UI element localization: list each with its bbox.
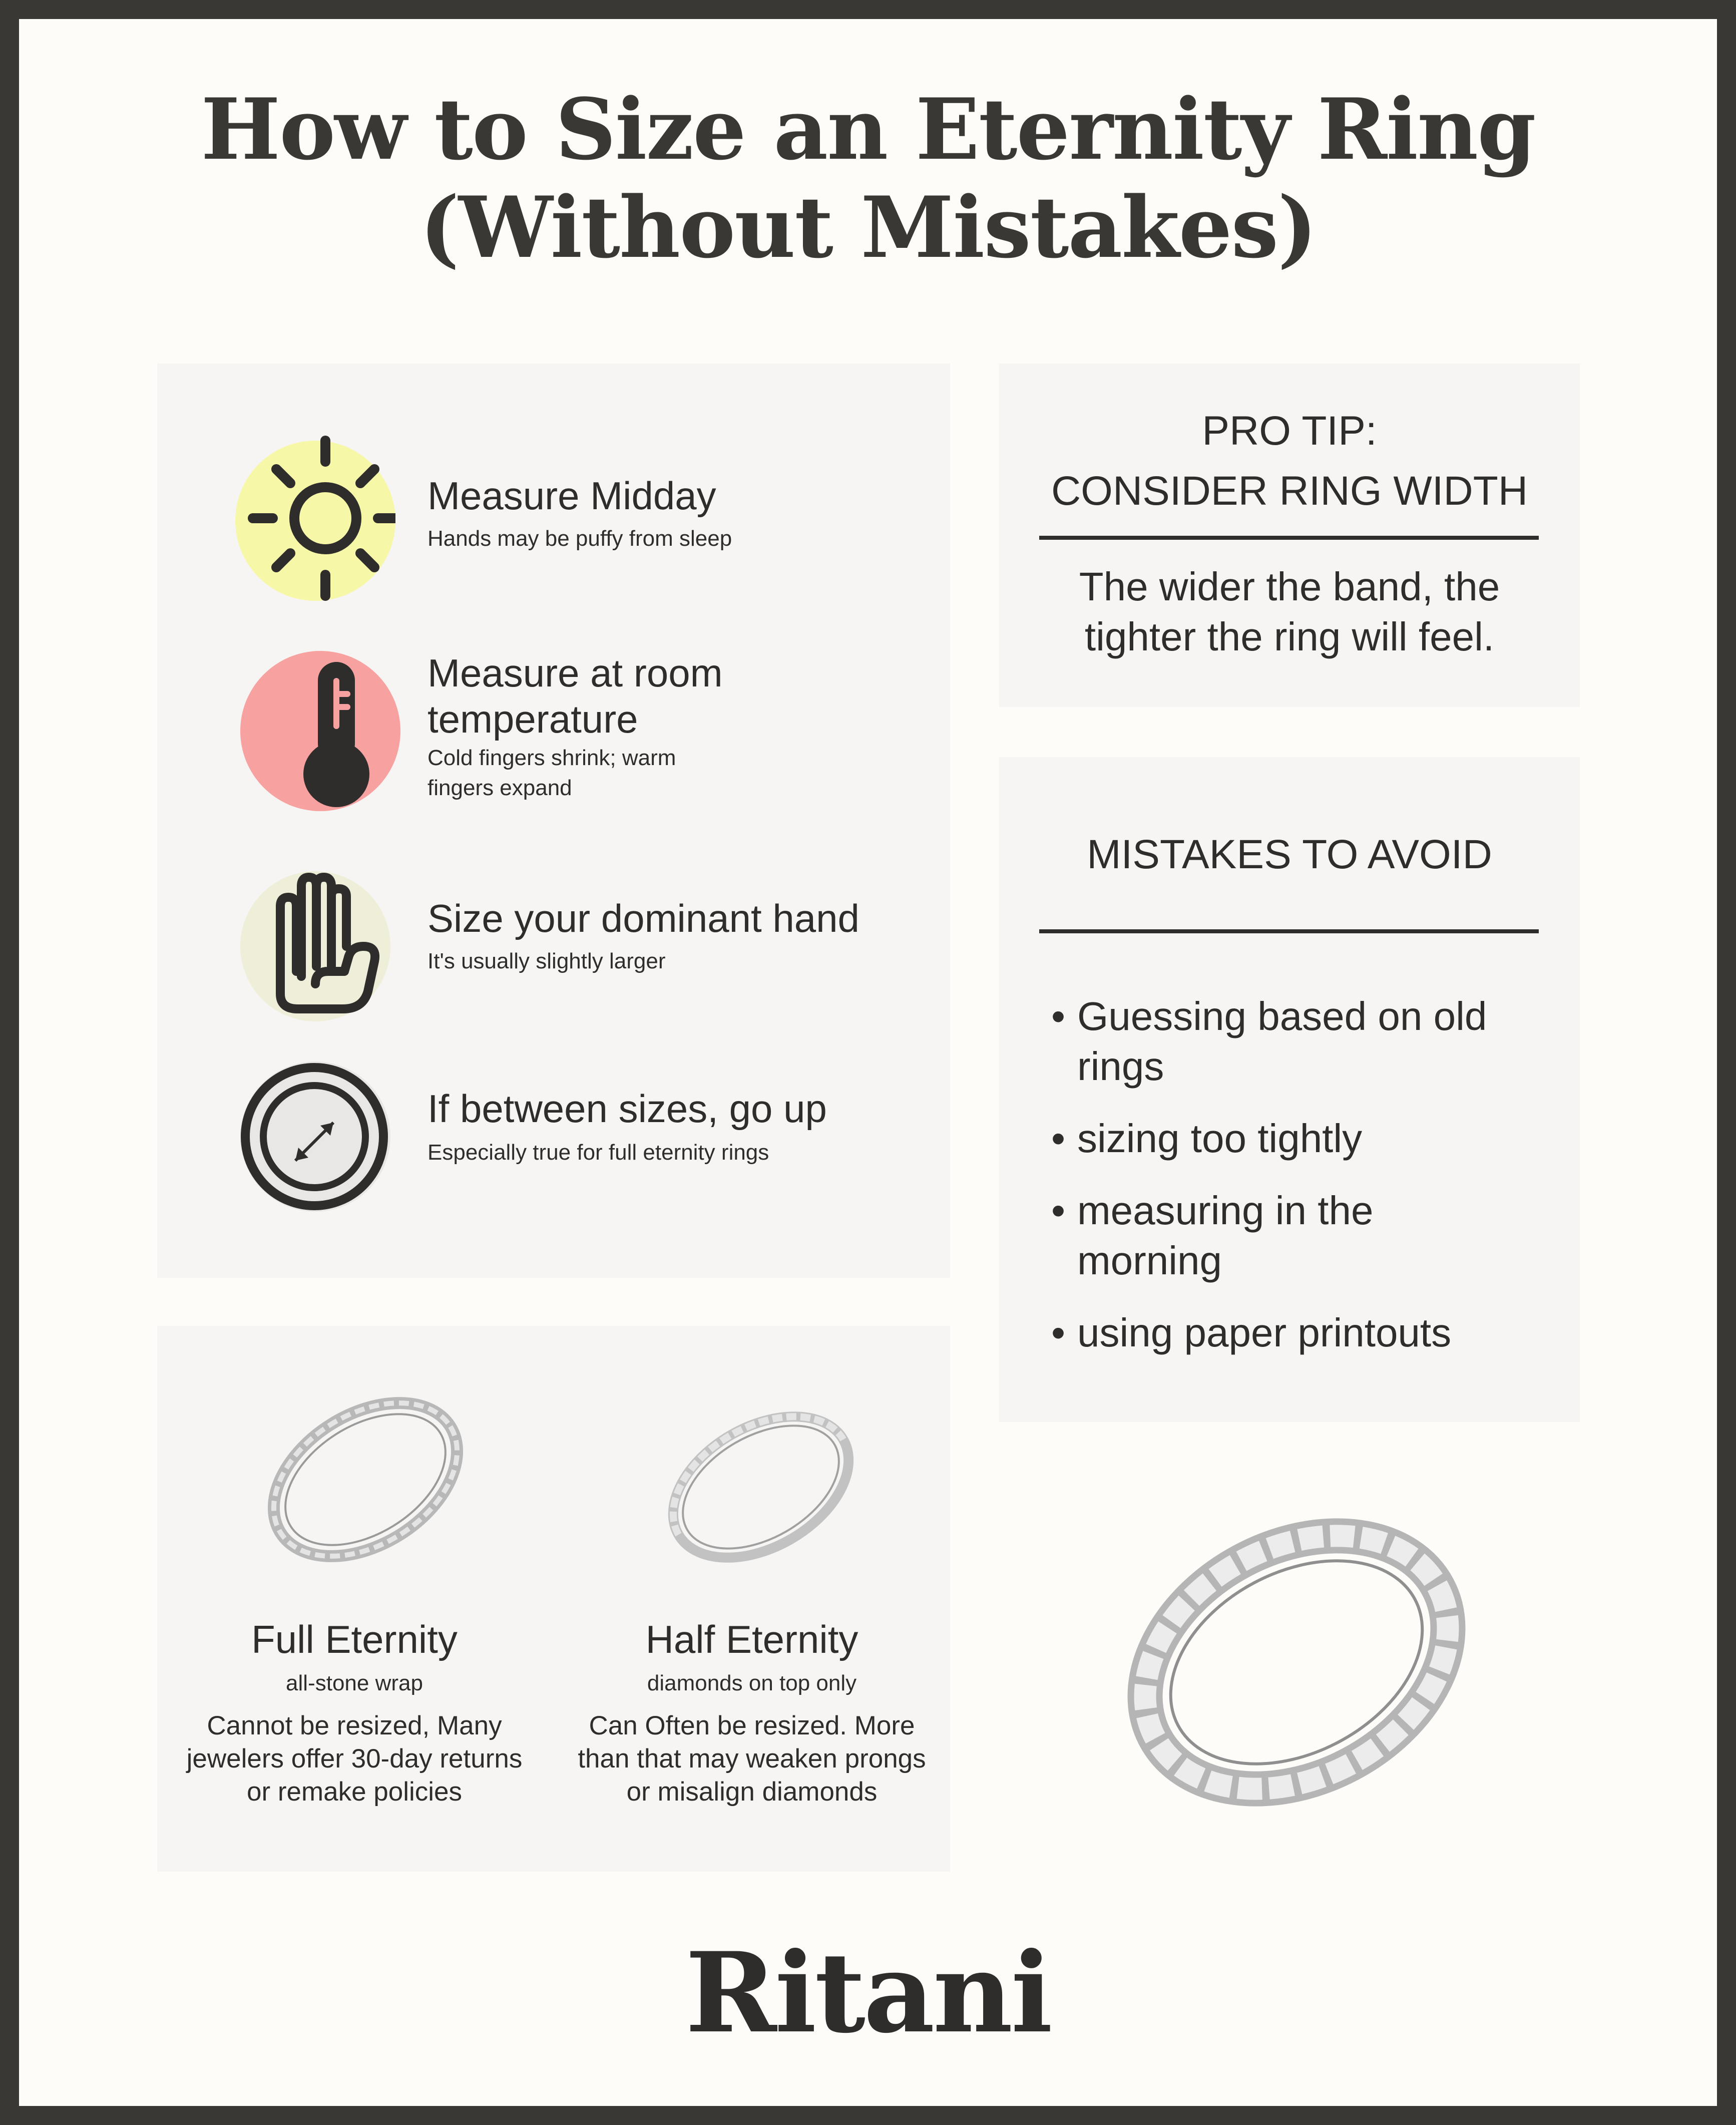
mistake-text-4: using paper printouts xyxy=(1077,1310,1452,1355)
pro-tip-divider xyxy=(1039,536,1539,540)
hand-icon xyxy=(240,871,400,1041)
tip-title-go-up: If between sizes, go up xyxy=(427,1087,827,1131)
title-line-1: How to Size an Eternity Ring xyxy=(201,80,1535,179)
tip-sub-temperature-2: fingers expand xyxy=(427,776,572,800)
mistake-text-1a: Guessing based on old xyxy=(1077,994,1487,1038)
half-eternity-desc-3: or misalign diamonds xyxy=(626,1777,878,1807)
mistake-text-3b: morning xyxy=(1077,1238,1222,1283)
bullet: • xyxy=(1051,994,1066,1038)
full-eternity-desc-3: or remake policies xyxy=(246,1777,463,1807)
mistake-item xyxy=(1051,991,1528,1092)
mistakes-heading: MISTAKES TO AVOID xyxy=(1087,832,1492,877)
pro-tip-text-1: The wider the band, the xyxy=(1079,564,1500,609)
half-eternity-desc-1: Can Often be resized. More xyxy=(589,1711,915,1740)
bullet: • xyxy=(1051,1310,1066,1355)
mistake-item xyxy=(1051,1186,1528,1286)
tip-sub-dominant-hand: It's usually slightly larger xyxy=(427,949,666,973)
mistake-item xyxy=(1051,1114,1528,1164)
tip-title-midday: Measure Midday xyxy=(427,474,716,518)
bullet: • xyxy=(1051,1188,1066,1233)
full-eternity-desc-2: jewelers offer 30-day returns xyxy=(186,1744,523,1774)
tip-sub-temperature-1: Cold fingers shrink; warm xyxy=(427,746,676,770)
mistakes-divider xyxy=(1039,929,1539,933)
mistake-text-1b: rings xyxy=(1077,1044,1164,1089)
bullet: • xyxy=(1051,1116,1066,1161)
thermometer-icon xyxy=(240,651,400,821)
eternity-band-image xyxy=(1111,1492,1482,1833)
title-line-2: (Without Mistakes) xyxy=(419,178,1317,277)
mistake-item xyxy=(1051,1308,1528,1358)
pro-tip-heading-1: PRO TIP: xyxy=(1202,408,1377,454)
full-eternity-ring-image xyxy=(255,1382,476,1577)
half-eternity-desc-2: than that may weaken prongs xyxy=(578,1744,926,1774)
tip-title-dominant-hand: Size your dominant hand xyxy=(427,896,859,940)
full-eternity-subtitle: all-stone wrap xyxy=(286,1671,423,1695)
tip-sub-go-up: Especially true for full eternity rings xyxy=(427,1140,769,1165)
ritani-logo: Ritani xyxy=(685,1928,1051,2057)
mistake-text-2: sizing too tightly xyxy=(1077,1116,1363,1161)
full-eternity-name: Full Eternity xyxy=(251,1617,458,1661)
tip-sub-midday: Hands may be puffy from sleep xyxy=(427,526,732,551)
sun-icon xyxy=(235,436,395,606)
half-eternity-name: Half Eternity xyxy=(645,1617,858,1661)
tip-title-temperature-2: temperature xyxy=(427,697,638,741)
full-eternity-desc-1: Cannot be resized, Many xyxy=(207,1711,502,1740)
pro-tip-heading-2: CONSIDER RING WIDTH xyxy=(1051,468,1528,514)
pro-tip-text-2: tighter the ring will feel. xyxy=(1084,614,1495,659)
half-eternity-ring-image xyxy=(656,1392,866,1582)
tip-title-temperature-1: Measure at room xyxy=(427,651,723,695)
mistake-text-3a: measuring in the xyxy=(1077,1188,1374,1233)
half-eternity-subtitle: diamonds on top only xyxy=(647,1671,857,1695)
ring-size-icon xyxy=(240,1061,400,1232)
